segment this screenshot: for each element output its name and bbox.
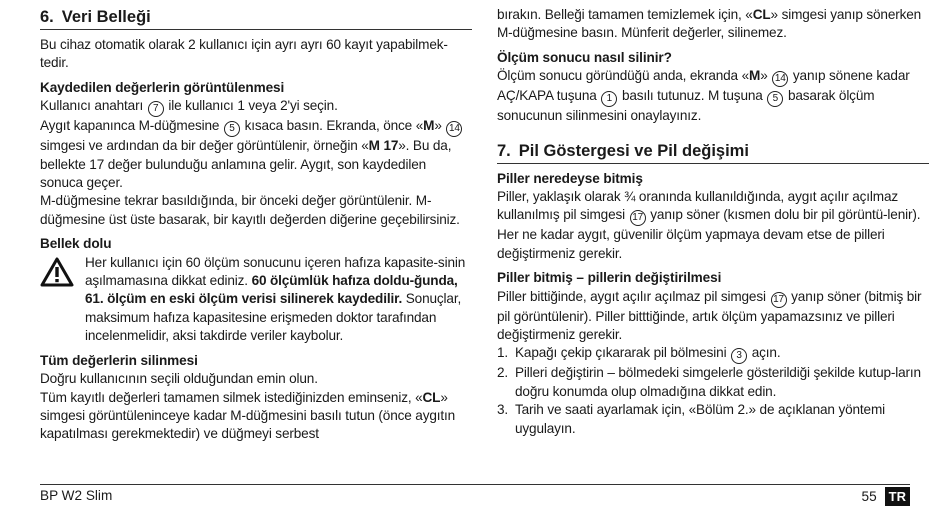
delete-all-continuation: bırakın. Belleği tamamen temizlemek için, «CL» simgesi yanıp sönerken M-düğmesine basın. Münferit değerler, silinemez. (497, 7, 922, 41)
view-saved-para-3: M-düğmesine tekrar basıldığında, bir önceki değer görüntülenir. M-düğmesine üst üste basarak, bir kayıtlı değerden diğerine geçebilirsiniz. (40, 193, 460, 227)
list-item: 1. Kapağı çekip çıkararak pil bölmesini 3 açın. (497, 344, 929, 364)
battery-empty-para: Piller bittiğinde, aygıt açılır açılmaz pil simgesi 17 yanıp söner (bitmiş bir pil görüntülenir). Piller bitttiğinde, artık ölçüm yapamazsınız ve pilleri değiştirmeniz gerekir. (497, 288, 922, 343)
ref-circle: 7 (148, 101, 164, 117)
view-saved-para-1: Kullanıcı anahtarı 7 ile kullanıcı 1 veya 2'yi seçin. (40, 97, 472, 117)
language-badge: TR (885, 487, 910, 506)
delete-all-para-1: Doğru kullanıcının seçili olduğundan emin olun. (40, 371, 318, 387)
section-6-intro: Bu cihaz otomatik olarak 2 kullanıcı için ayrı ayrı 60 kayıt yapabilmek-tedir. (40, 37, 448, 71)
section-title: Veri Belleği (61, 8, 151, 26)
ref-circle: 17 (630, 210, 646, 226)
battery-low-heading: Piller neredeyse bitmiş (497, 170, 643, 186)
section-title: Pil Göstergesi ve Pil değişimi (518, 141, 749, 160)
left-column (40, 6, 472, 444)
ref-circle: 5 (224, 121, 240, 137)
delete-result-heading: Ölçüm sonucu nasıl silinir? (497, 49, 672, 65)
view-saved-heading: Kaydedilen değerlerin görüntülenmesi (40, 79, 285, 95)
list-item: 3. Tarih ve saati ayarlamak için, «Bölüm 2.» de açıklanan yöntemi uygulayın. (497, 402, 886, 436)
delete-result-para: Ölçüm sonucu göründüğü anda, ekranda «M» 14 yanıp sönene kadar AÇ/KAPA tuşuna 1 basılı tutunuz. M tuşuna 5 basarak ölçüm sonucunun silinmesini onaylayınız. (497, 68, 910, 124)
battery-empty-heading: Piller bitmiş – pillerin değiştirilmesi (497, 270, 722, 286)
ref-circle: 3 (731, 348, 747, 364)
ref-circle: 14 (446, 121, 462, 137)
battery-steps-list (497, 344, 929, 438)
section-number: 6. (40, 8, 54, 26)
delete-all-heading: Tüm değerlerin silinmesi (40, 352, 198, 368)
ref-circle: 5 (767, 91, 783, 107)
memory-full-heading: Bellek dolu (40, 236, 112, 252)
section-number: 7. (497, 141, 511, 160)
ref-circle: 1 (601, 91, 617, 107)
memory-full-warning (40, 254, 472, 346)
warning-icon (40, 257, 74, 287)
ref-circle: 14 (772, 71, 788, 87)
battery-low-para: Piller, yaklaşık olarak ¾ oranında kullanıldığında, aygıt açılır açılmaz kullanılmış pil simgesi 17 yanıp söner (kısmen dolu bir pil görüntü-lenir). Her ne kadar aygıt, güvenilir ölçüm yapmaya devam etse de pilleri değiştirmeniz gerekir. (497, 189, 921, 261)
view-saved-para-2: Aygıt kapanınca M-düğmesine 5 kısaca basın. Ekranda, önce «M» 14 simgesi ve ardından da bir değer görüntülenir, örneğin «M 17». Bu da, bellekte 17 değer bulunduğu anlamına gelir. Aygıt, son kaydedilen sonuca geçer. (40, 117, 472, 192)
section-7-heading (497, 140, 929, 164)
model-name: BP W2 Slim (40, 488, 113, 503)
section-6-heading (40, 6, 472, 30)
delete-all-para-2: Tüm kayıtlı değerleri tamamen silmek istediğinizden eminseniz, «CL» simgesi görüntüleninceye kadar M-düğmesini basılı tutun (önce aygıtın kapatılması gerekmektedir) ve düğmeyi serbest (40, 389, 456, 442)
page-number: 55 (861, 489, 877, 504)
list-item: 2. Pilleri değiştirin – bölmedeki simgelerle gösterildiği şekilde kutup-ların doğru konumda olup olmadığına dikkat edin. (497, 365, 921, 399)
warning-text: Her kullanıcı için 60 ölçüm sonucunu içeren hafıza kapasite-sinin aşılmamasına dikkat ediniz. 60 ölçümlük hafıza doldu-ğunda, 61. ölçüm en eski ölçüm verisi silinerek kaydedilir. Sonuçlar, maksimum hafıza kapasitesine erişmeden doktor tarafından incelenmelidir, aksi takdirde veriler kaybolur. (85, 254, 466, 344)
right-column (497, 6, 929, 438)
ref-circle: 17 (771, 292, 787, 308)
page-footer (40, 484, 910, 509)
footer-right (862, 487, 910, 506)
